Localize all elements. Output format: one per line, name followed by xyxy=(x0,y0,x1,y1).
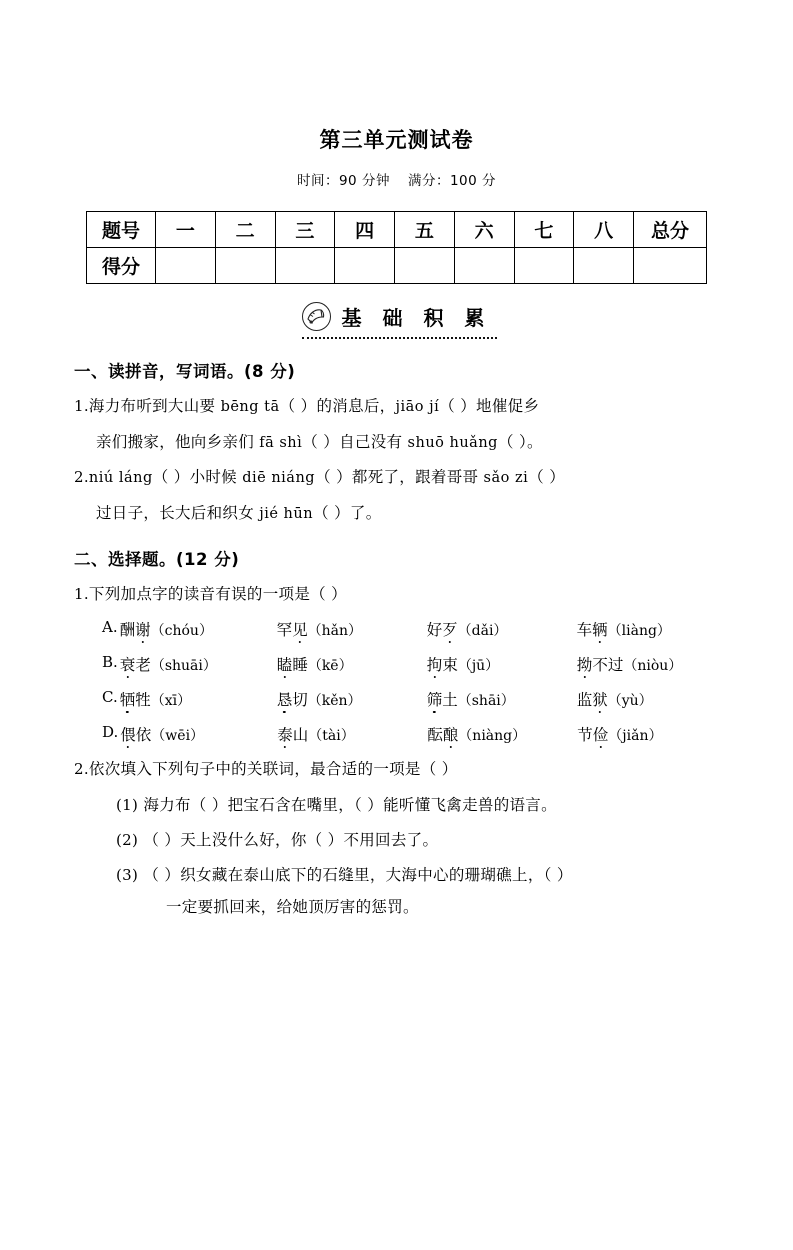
q1-line-2 xyxy=(74,467,719,489)
word-plain: 老 xyxy=(135,656,151,675)
option-d-item-0 xyxy=(120,723,277,745)
option-a-item-3 xyxy=(577,618,717,640)
score-cell-8[interactable] xyxy=(634,248,707,284)
score-table xyxy=(86,211,707,284)
word-plain: 切 xyxy=(292,691,308,710)
q2-sub1-text: 下列加点字的读音有误的一项是（ ） xyxy=(88,585,347,604)
pronunciation: （kē） xyxy=(307,658,353,675)
q1-line-0-part-1: 海力布听到大山要 xyxy=(88,397,221,416)
q1-line-3 xyxy=(74,503,719,525)
pronunciation: （xī） xyxy=(150,693,192,710)
dotted-character: 牺 xyxy=(120,688,136,710)
blank-text-3: （ ）织女藏在泰山底下的石缝里，大海中心的珊瑚礁上，（ ） xyxy=(143,866,573,885)
q1-line-0 xyxy=(74,396,719,418)
q1-line-1-part-1: fā shì xyxy=(259,434,303,451)
q1-line-2-part-1: niú láng xyxy=(88,470,153,487)
option-c-item-3 xyxy=(577,688,717,710)
pronunciation: （kěn） xyxy=(307,693,362,710)
q1-line-2-part-6: （ ） xyxy=(528,468,566,487)
option-a-item-0 xyxy=(120,618,277,640)
pronunciation: （wēi） xyxy=(151,728,205,745)
pronunciation: （hǎn） xyxy=(307,623,363,640)
dotted-character: 恳 xyxy=(277,688,293,710)
option-a[interactable] xyxy=(74,618,719,640)
score-cell-7[interactable] xyxy=(574,248,634,284)
exam-meta xyxy=(74,169,719,189)
dotted-character: 拘 xyxy=(427,653,443,675)
option-c-letter: C. xyxy=(102,688,118,707)
q1-line-0-part-0: 1. xyxy=(74,397,89,416)
option-b-item-1 xyxy=(277,653,427,675)
total-score-label: 满分：100 分 xyxy=(407,173,497,190)
option-b-item-3 xyxy=(577,653,717,675)
dotted-character: 酿 xyxy=(443,723,459,745)
q1-line-3-part-1: jié hūn xyxy=(259,505,314,522)
q1-line-0-part-5: （ ）地催促乡 xyxy=(439,397,540,416)
option-b-item-2 xyxy=(427,653,577,675)
q2-sub1-number: 1. xyxy=(74,585,89,604)
q2-sub2-stem xyxy=(74,759,719,780)
dotted-character: 见 xyxy=(292,618,308,640)
q1-line-2-part-2: （ ）小时候 xyxy=(152,468,243,487)
pronunciation: （dǎi） xyxy=(457,623,508,640)
pronunciation: （liàng） xyxy=(607,623,671,640)
score-cell-3[interactable] xyxy=(335,248,395,284)
section-underline xyxy=(302,337,498,339)
q1-line-2-part-4: （ ）都死了，跟着哥哥 xyxy=(315,468,484,487)
score-cell-1[interactable] xyxy=(215,248,275,284)
option-b[interactable] xyxy=(74,653,719,675)
option-d-letter: D. xyxy=(102,723,119,742)
table-row-scores xyxy=(87,248,707,284)
word-plain: 牲 xyxy=(135,691,151,710)
option-d[interactable] xyxy=(74,723,719,745)
q2-sub1-options xyxy=(74,618,719,745)
score-col-6: 七 xyxy=(514,212,574,248)
q1-line-3-part-0: 过日子，长大后和织女 xyxy=(96,503,260,522)
q1-line-1-part-2: （ ）自己没有 xyxy=(302,432,408,451)
pronunciation: （yù） xyxy=(607,693,653,710)
option-c-item-1 xyxy=(277,688,427,710)
score-col-5: 六 xyxy=(454,212,514,248)
pronunciation: （shāi） xyxy=(457,693,515,710)
pronunciation: （jū） xyxy=(457,658,500,675)
option-b-letter: B. xyxy=(102,653,118,672)
blank-label-3: (3) xyxy=(116,866,139,885)
blank-label-1: (1) xyxy=(116,796,139,815)
score-table-row-label-0: 题号 xyxy=(87,212,156,248)
blank-text-1: 海力布（ ）把宝石含在嘴里，（ ）能听懂飞禽走兽的语言。 xyxy=(143,796,557,815)
time-label: 时间：90 分钟 xyxy=(296,173,390,190)
score-cell-6[interactable] xyxy=(514,248,574,284)
score-col-3: 四 xyxy=(335,212,395,248)
word-plain: 束 xyxy=(442,656,458,675)
word-plain: 酝 xyxy=(427,726,443,745)
option-d-item-1 xyxy=(277,723,427,745)
blank-item-2 xyxy=(74,828,719,850)
blank-item-3-continued: 一定要抓回来，给她顶厉害的惩罚。 xyxy=(166,898,419,917)
blank-label-2: (2) xyxy=(116,831,139,850)
book-circle-icon xyxy=(302,302,331,331)
word-plain: 土 xyxy=(442,691,458,710)
pronunciation: （niòu） xyxy=(623,658,683,675)
option-c[interactable] xyxy=(74,688,719,710)
section-title: 基 础 积 累 xyxy=(341,306,492,331)
pronunciation: （niàng） xyxy=(458,728,527,745)
score-col-8: 总分 xyxy=(634,212,707,248)
option-d-item-2 xyxy=(427,723,577,745)
dotted-character: 筛 xyxy=(427,688,443,710)
q1-line-0-part-3: （ ）的消息后， xyxy=(279,397,396,416)
word-plain: 依 xyxy=(135,726,152,745)
question-1-body xyxy=(74,396,719,524)
q1-line-2-part-5: sǎo zi xyxy=(483,470,529,487)
table-row-header xyxy=(87,212,707,248)
pronunciation: （chóu） xyxy=(150,623,213,640)
score-cell-4[interactable] xyxy=(395,248,455,284)
dotted-character: 辆 xyxy=(592,618,608,640)
word-plain: 节 xyxy=(577,726,593,745)
word-plain: 睡 xyxy=(292,656,308,675)
q2-sub2-number: 2. xyxy=(74,760,89,779)
dotted-character: 泰 xyxy=(277,723,293,745)
question-1-heading: 一、读拼音，写词语。(8 分) xyxy=(74,362,296,382)
dotted-character: 瞌 xyxy=(277,653,293,675)
score-col-0: 一 xyxy=(156,212,216,248)
q1-line-1-part-0: 亲们搬家，他向乡亲们 xyxy=(96,432,260,451)
score-col-4: 五 xyxy=(395,212,455,248)
blank-item-1 xyxy=(74,793,719,815)
dotted-character: 拗 xyxy=(577,653,593,675)
score-col-1: 二 xyxy=(215,212,275,248)
question-2-heading: 二、选择题。(12 分) xyxy=(74,550,240,570)
option-d-item-3 xyxy=(577,723,717,745)
pronunciation: （shuāi） xyxy=(150,658,217,675)
word-plain: 监 xyxy=(576,691,593,710)
option-b-item-0 xyxy=(120,653,277,675)
pronunciation: （tài） xyxy=(308,728,355,745)
word-plain: 山 xyxy=(292,726,309,745)
score-cell-2[interactable] xyxy=(275,248,335,284)
blank-text-2: （ ）天上没什么好，你（ ）不用回去了。 xyxy=(143,831,439,850)
dotted-character: 谢 xyxy=(135,618,151,640)
word-plain: 不过 xyxy=(592,656,624,675)
dotted-character: 俭 xyxy=(593,723,609,745)
score-col-7: 八 xyxy=(574,212,634,248)
option-c-item-0 xyxy=(120,688,277,710)
q2-sub2-blanks xyxy=(74,793,719,917)
q1-line-1-part-4: （ ）。 xyxy=(497,432,543,451)
dotted-character: 衰 xyxy=(120,653,136,675)
score-table-row-label-1: 得分 xyxy=(87,248,156,284)
q1-line-1 xyxy=(74,432,719,454)
dotted-character: 狱 xyxy=(592,688,608,710)
score-cell-5[interactable] xyxy=(454,248,514,284)
q1-line-0-part-2: bēng tā xyxy=(220,399,280,416)
q1-line-1-part-3: shuō huǎng xyxy=(407,434,498,451)
word-plain: 好 xyxy=(426,621,443,640)
option-c-item-2 xyxy=(427,688,577,710)
exam-page xyxy=(0,128,793,1250)
word-plain: 酬 xyxy=(119,621,136,640)
word-plain: 车 xyxy=(576,621,593,640)
word-plain: 罕 xyxy=(276,621,293,640)
section-banner xyxy=(74,302,719,336)
page-title: 第三单元测试卷 xyxy=(319,128,474,152)
q1-line-0-part-4: jiāo jí xyxy=(395,399,440,416)
q2-sub2-text: 依次填入下列句子中的关联词，最合适的一项是（ ） xyxy=(88,760,458,779)
pronunciation: （jiǎn） xyxy=(608,728,663,745)
q2-sub1-stem xyxy=(74,584,719,605)
dotted-character: 歹 xyxy=(442,618,458,640)
option-a-letter: A. xyxy=(102,618,118,637)
q1-line-2-part-0: 2. xyxy=(74,468,89,487)
score-cell-0[interactable] xyxy=(156,248,216,284)
blank-item-3 xyxy=(74,863,719,885)
q1-line-2-part-3: diē niáng xyxy=(242,470,316,487)
score-col-2: 三 xyxy=(275,212,335,248)
option-a-item-1 xyxy=(277,618,427,640)
option-a-item-2 xyxy=(427,618,577,640)
q1-line-3-part-2: （ ）了。 xyxy=(313,503,382,522)
dotted-character: 偎 xyxy=(120,723,136,745)
